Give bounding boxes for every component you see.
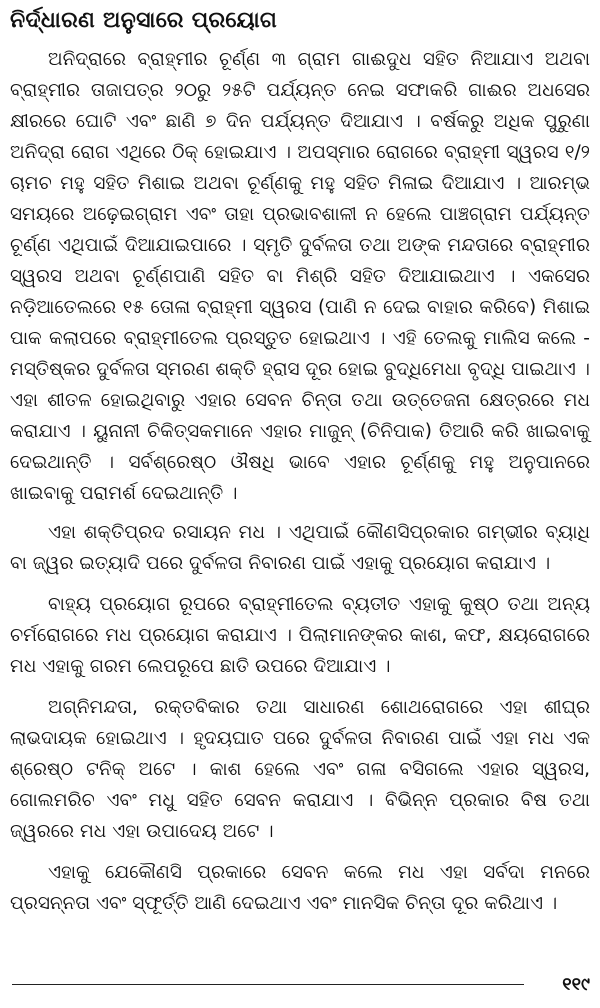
paragraph-5: ଏହାକୁ ଯେକୌଣସି ପ୍ରକାରେ ସେବନ କଲେ ମଧ ଏହା ସର୍ବଦା ମନରେ ପ୍ରସନ୍ନତା ଏବଂ ସ୍ଫୂର୍ତ୍ତି ଆଣି ଦେଇଥାଏ ଏବଂ ମାନସିକ ଚିନ୍ତା ଦୂର କରିଥାଏ । [10,862,590,914]
page-footer [12,974,590,996]
paragraph-2: ଏହା ଶକ୍ତିପ୍ରଦ ରସାୟନ ମଧ । ଏଥିପାଇଁ କୌଣସିପ୍ରକାର ଗମ୍ଭୀର ବ୍ୟାଧି ବା ଜ୍ୱର ଇତ୍ୟାଦି ପରେ ଦୁର୍ବଳତା ନିବାରଣ ପାଇଁ ଏହାକୁ ପ୍ରୟୋଗ କରାଯାଏ । [10,522,590,574]
section-heading: ନିର୍ଦ୍ଧାରଣ ଅନୁସାରେ ପ୍ରୟୋଗ [10,8,278,33]
paragraph-4: ଅଗ୍ନିମନ୍ଦତା, ରକ୍ତବିକାର ତଥା ସାଧାରଣ ଶୋଥରୋଗରେ ଏହା ଶୀଘ୍ର ଲାଭଦାୟକ ହୋଇଥାଏ । ହୃଦୟଘାତ ପରେ ଦୁର୍ବଳତା ନିବାରଣ ପାଇଁ ଏହା ମଧ ଏକ ଶ୍ରେଷ୍ଠ ଟନିକ୍ ଅଟେ । କାଶ ହେଲେ ଏବଂ ଗଳା ବସିଗଲେ ଏହାର ସ୍ୱରସ, ଗୋଲମରିଚ ଏବଂ ମଧୁ ସହିତ ସେବନ କରାଯାଏ । ବିଭିନ୍ନ ପ୍ରକାର ବିଷ ତଥା ଜ୍ୱରରେ ମଧ ଏହା ଉପାଦେୟ ଅଟେ । [10,697,590,842]
footer-divider [12,984,524,985]
page-number: ୧୧୯ [562,974,590,995]
paragraph-3: ବାହ୍ୟ ପ୍ରୟୋଗ ରୂପରେ ବ୍ରାହ୍ମୀତେଲ ବ୍ୟତୀତ ଏହାକୁ କୁଷ୍ଠ ତଥା ଅନ୍ୟ ଚର୍ମରୋଗରେ ମଧ ପ୍ରୟୋଗ କରାଯାଏ । ପିଲାମାନଙ୍କର କାଶ, କଫ, କ୍ଷୟରୋଗରେ ମଧ ଏହାକୁ ଗରମ ଲେପରୂପେ ଛାତି ଉପରେ ଦିଆଯାଏ । [10,594,590,677]
paragraph-1: ଅନିଦ୍ରାରେ ବ୍ରାହ୍ମୀର ଚୂର୍ଣ୍ଣ ୩ ଗ୍ରାମ ଗାଈଦୁଧ ସହିତ ନିଆଯାଏ ଅଥବା ବ୍ରାହ୍ମୀର ତାଜାପତ୍ର ୨୦ରୁ ୨୫ଟି ପର୍ଯ୍ୟନ୍ତ ନେଇ ସଫାକରି ଗାଈର ଅଧସେର କ୍ଷୀରରେ ଘୋଟି ଏବଂ ଛାଣି ୭ ଦିନ ପର୍ଯ୍ୟନ୍ତ ଦିଆଯାଏ । ବର୍ଷକରୁ ଅଧିକ ପୁରୁଣା ଅନିଦ୍ରା ରୋଗ ଏଥିରେ ଠିକ୍ ହୋଇଯାଏ । ଅପସ୍ମାର ରୋଗରେ ବ୍ରାହ୍ମୀ ସ୍ୱରସ ୧/୨ ଚାମଚ ମହୁ ସହିତ ମିଶାଇ ଅଥବା ଚୂର୍ଣ୍ଣକୁ ମହୁ ସହିତ ମିଳାଇ ଦିଆଯାଏ । ଆରମ୍ଭ ସମୟରେ ଅଢ଼େଇଗ୍ରାମ ଏବଂ ତାହା ପ୍ରଭାବଶାଳୀ ନ ହେଲେ ପାଞ୍ଚଗ୍ରାମ ପର୍ଯ୍ୟନ୍ତ ଚୂର୍ଣ୍ଣ ଏଥିପାଇଁ ଦିଆଯାଇପାରେ । ସ୍ମୃତି ଦୁର୍ବଳତା ତଥା ଅଙ୍କ ମନ୍ଦତାରେ ବ୍ରାହ୍ମୀର ସ୍ୱରସ ଅଥବା ଚୂର୍ଣ୍ଣପାଣି ସହିତ ବା ମିଶ୍ରି ସହିତ ଦିଆଯାଇଥାଏ । ଏକସେର ନଡ଼ିଆତେଲରେ ୧୫ ତୋଳା ବ୍ରାହ୍ମୀ ସ୍ୱରସ (ପାଣି ନ ଦେଇ ବାହାର କରିବେ) ମିଶାଇ ପାକ କଲାପରେ ବ୍ରାହ୍ମୀତେଲ ପ୍ରସ୍ତୁତ ହୋଇଥାଏ । ଏହି ତେଲକୁ ମାଲିସ କଲେ - ମସ୍ତିଷ୍କର ଦୁର୍ବଳତା ସ୍ମରଣ ଶକ୍ତି ହ୍ରାସ ଦୂର ହୋଇ ବୁଦ୍ଧିମେଧା ବୃଦ୍ଧି ପାଇଥାଏ । ଏହା ଶୀତଳ ହୋଇଥିବାରୁ ଏହାର ସେବନ ଚିନ୍ତା ତଥା ଉତ୍ତେଜନା କ୍ଷେତ୍ରରେ ମଧ କରାଯାଏ । ୟୁନାନୀ ଚିକିତ୍ସକମାନେ ଏହାର ମାଜୁନ୍ (ଚିନିପାକ) ତିଆରି କରି ଖାଇବାକୁ ଦେଇଥାନ୍ତି । ସର୍ବଶ୍ରେଷ୍ଠ ଔଷଧି ଭାବେ ଏହାର ଚୂର୍ଣ୍ଣକୁ ମହୁ ଅନୁପାନରେ ଖାଇବାକୁ ପରାମର୍ଶ ଦେଇଥାନ୍ତି । [10,49,590,504]
